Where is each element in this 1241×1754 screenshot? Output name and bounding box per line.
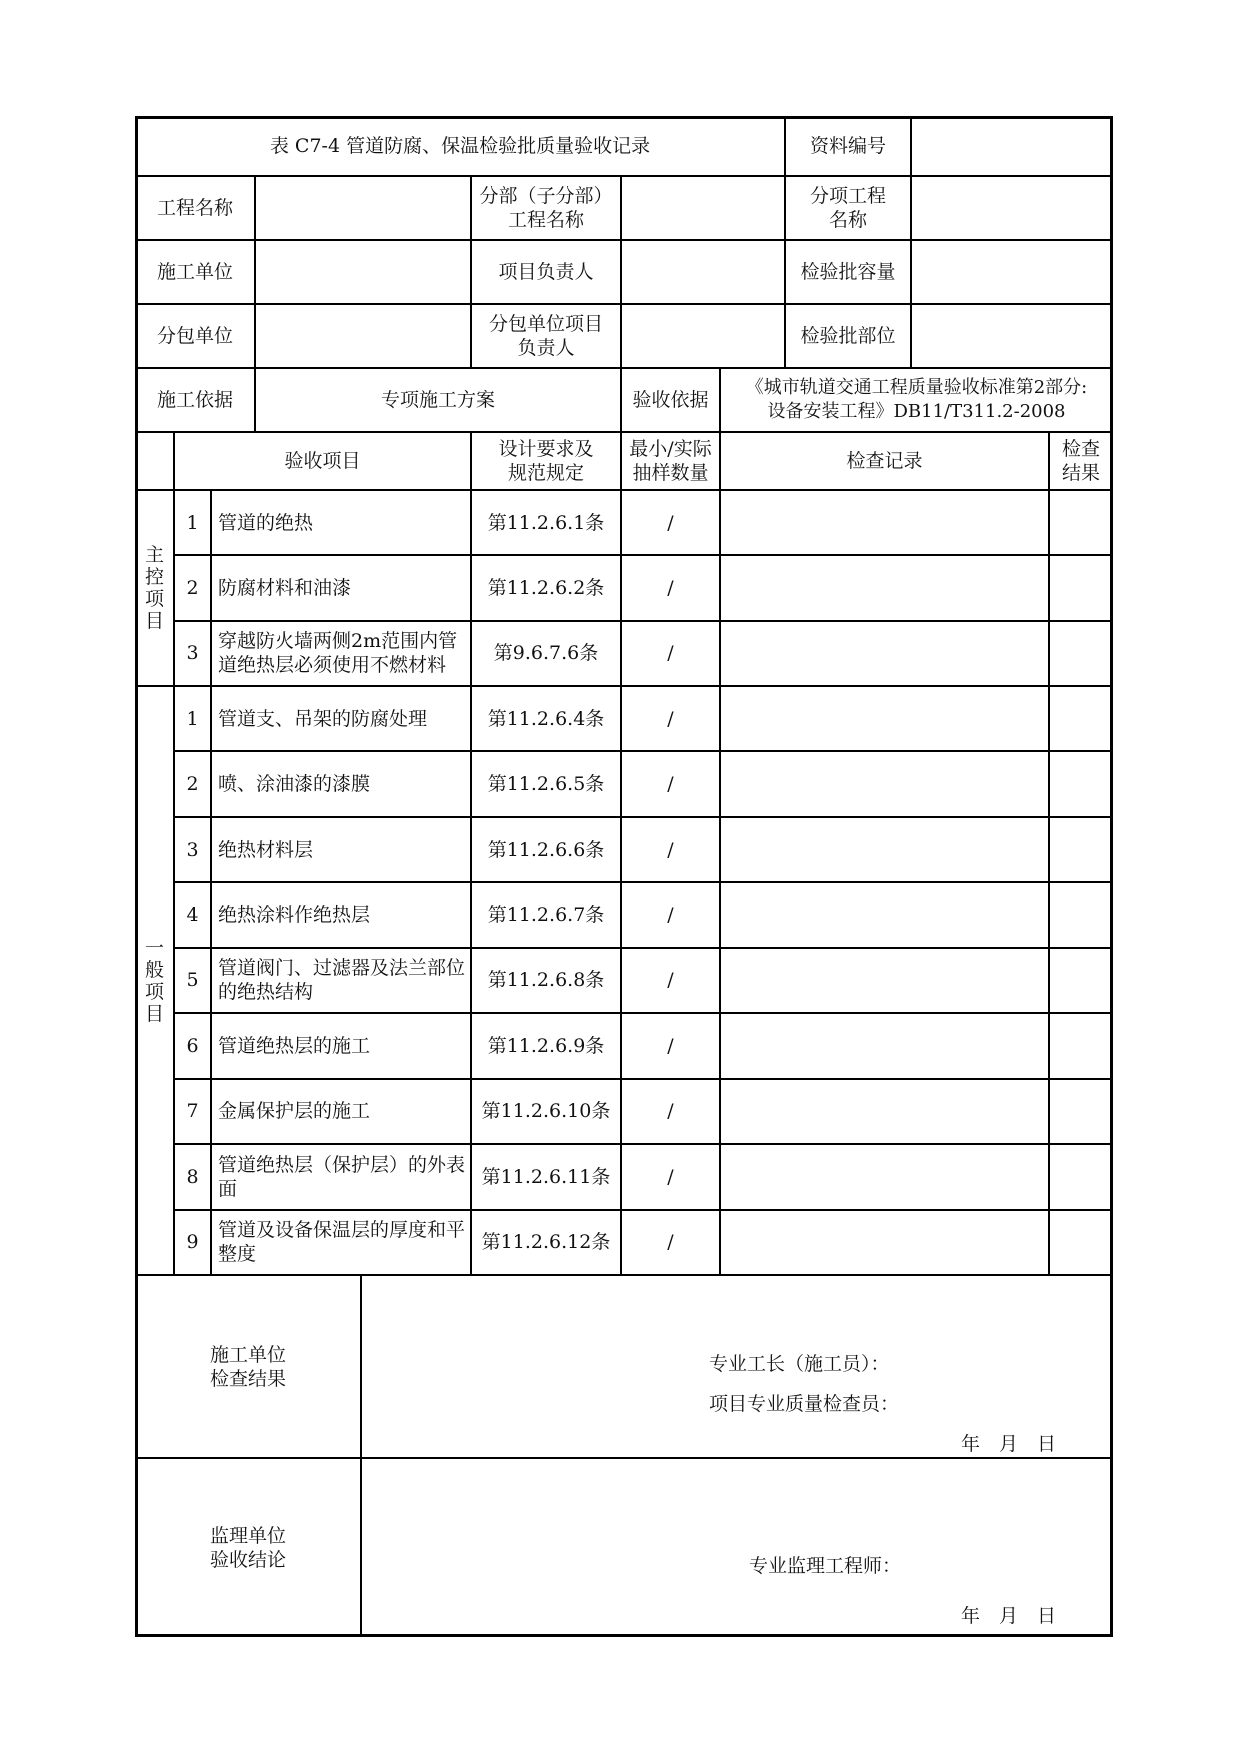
general-row-clause: 第11.2.6.10条 bbox=[471, 1079, 621, 1144]
general-row-sample: / bbox=[621, 817, 720, 882]
basis-label: 施工依据 bbox=[135, 368, 255, 432]
subdivision-label: 分部（子分部） 工程名称 bbox=[471, 176, 621, 240]
general-row-record[interactable] bbox=[720, 1144, 1049, 1209]
construction-unit-field[interactable] bbox=[255, 240, 471, 304]
main-row-no: 3 bbox=[174, 621, 211, 686]
main-row-clause: 第9.6.7.6条 bbox=[471, 621, 621, 686]
general-row-result[interactable] bbox=[1049, 1210, 1113, 1275]
general-row-result[interactable] bbox=[1049, 1144, 1113, 1209]
project-name-label: 工程名称 bbox=[135, 176, 255, 240]
main-row-no: 2 bbox=[174, 555, 211, 620]
project-name-field[interactable] bbox=[255, 176, 471, 240]
general-row-record[interactable] bbox=[720, 882, 1049, 947]
general-row-item: 绝热材料层 bbox=[211, 817, 471, 882]
project-leader-field[interactable] bbox=[621, 240, 785, 304]
general-row-clause: 第11.2.6.7条 bbox=[471, 882, 621, 947]
general-row-clause: 第11.2.6.12条 bbox=[471, 1210, 621, 1275]
doc-no-field[interactable] bbox=[911, 116, 1113, 176]
supervision-label: 监理单位 验收结论 bbox=[135, 1458, 361, 1637]
general-row-sample: / bbox=[621, 686, 720, 751]
general-row-result[interactable] bbox=[1049, 948, 1113, 1013]
col-item-header: 验收项目 bbox=[174, 432, 471, 490]
form-title: 表 C7-4 管道防腐、保温检验批质量验收记录 bbox=[135, 116, 785, 176]
supervision-date: 年 月 日 bbox=[961, 1605, 1057, 1627]
main-row-clause: 第11.2.6.1条 bbox=[471, 490, 621, 555]
main-row-item: 穿越防火墙两侧2m范围内管道绝热层必须使用不燃材料 bbox=[211, 621, 471, 686]
general-row-item: 管道绝热层的施工 bbox=[211, 1013, 471, 1078]
general-row-item: 管道绝热层（保护层）的外表面 bbox=[211, 1144, 471, 1209]
general-row-result[interactable] bbox=[1049, 1013, 1113, 1078]
main-control-label: 主控项目 bbox=[135, 490, 174, 686]
main-row-result[interactable] bbox=[1049, 555, 1113, 620]
main-row-record[interactable] bbox=[720, 621, 1049, 686]
general-row-no: 8 bbox=[174, 1144, 211, 1209]
general-row-sample: / bbox=[621, 1079, 720, 1144]
general-row-sample: / bbox=[621, 1013, 720, 1078]
batch-location-field[interactable] bbox=[911, 304, 1113, 368]
general-row-no: 7 bbox=[174, 1079, 211, 1144]
subcontract-unit-label: 分包单位 bbox=[135, 304, 255, 368]
general-row-sample: / bbox=[621, 751, 720, 816]
general-row-item: 金属保护层的施工 bbox=[211, 1079, 471, 1144]
general-row-sample: / bbox=[621, 1210, 720, 1275]
general-row-item: 管道阀门、过滤器及法兰部位的绝热结构 bbox=[211, 948, 471, 1013]
general-row-clause: 第11.2.6.9条 bbox=[471, 1013, 621, 1078]
subcontract-leader-label: 分包单位项目 负责人 bbox=[471, 304, 621, 368]
main-row-record[interactable] bbox=[720, 490, 1049, 555]
general-row-item: 绝热涂料作绝热层 bbox=[211, 882, 471, 947]
inspector-signature-label: 项目专业质量检查员： bbox=[709, 1393, 900, 1415]
acceptance-basis-value: 《城市轨道交通工程质量验收标准第2部分: 设备安装工程》DB11/T311.2-2008 bbox=[720, 368, 1113, 432]
general-row-record[interactable] bbox=[720, 1210, 1049, 1275]
general-row-no: 6 bbox=[174, 1013, 211, 1078]
general-row-no: 9 bbox=[174, 1210, 211, 1275]
general-row-no: 3 bbox=[174, 817, 211, 882]
main-row-result[interactable] bbox=[1049, 621, 1113, 686]
general-label: 一般项目 bbox=[135, 686, 174, 1275]
general-row-record[interactable] bbox=[720, 1013, 1049, 1078]
batch-capacity-label: 检验批容量 bbox=[785, 240, 911, 304]
main-row-item: 管道的绝热 bbox=[211, 490, 471, 555]
main-row-clause: 第11.2.6.2条 bbox=[471, 555, 621, 620]
col-sample-header: 最小/实际 抽样数量 bbox=[621, 432, 720, 490]
general-row-item: 管道支、吊架的防腐处理 bbox=[211, 686, 471, 751]
col-design-header: 设计要求及 规范规定 bbox=[471, 432, 621, 490]
doc-no-label: 资料编号 bbox=[785, 116, 911, 176]
general-row-item: 管道及设备保温层的厚度和平整度 bbox=[211, 1210, 471, 1275]
general-row-sample: / bbox=[621, 948, 720, 1013]
general-row-result[interactable] bbox=[1049, 882, 1113, 947]
construction-unit-label: 施工单位 bbox=[135, 240, 255, 304]
main-row-item: 防腐材料和油漆 bbox=[211, 555, 471, 620]
supervisor-signature-label: 专业监理工程师： bbox=[749, 1555, 902, 1577]
category-header-spacer bbox=[135, 432, 174, 490]
general-row-sample: / bbox=[621, 882, 720, 947]
main-row-sample: / bbox=[621, 621, 720, 686]
general-row-no: 2 bbox=[174, 751, 211, 816]
general-row-record[interactable] bbox=[720, 751, 1049, 816]
general-row-record[interactable] bbox=[720, 948, 1049, 1013]
sub-item-label: 分项工程 名称 bbox=[785, 176, 911, 240]
general-row-result[interactable] bbox=[1049, 751, 1113, 816]
general-row-item: 喷、涂油漆的漆膜 bbox=[211, 751, 471, 816]
general-row-record[interactable] bbox=[720, 1079, 1049, 1144]
col-result-header: 检查 结果 bbox=[1049, 432, 1113, 490]
main-row-no: 1 bbox=[174, 490, 211, 555]
general-row-sample: / bbox=[621, 1144, 720, 1209]
general-row-result[interactable] bbox=[1049, 817, 1113, 882]
general-row-result[interactable] bbox=[1049, 1079, 1113, 1144]
col-record-header: 检查记录 bbox=[720, 432, 1049, 490]
main-row-result[interactable] bbox=[1049, 490, 1113, 555]
general-row-clause: 第11.2.6.4条 bbox=[471, 686, 621, 751]
inspection-form bbox=[135, 116, 1113, 1637]
general-row-clause: 第11.2.6.11条 bbox=[471, 1144, 621, 1209]
general-row-no: 1 bbox=[174, 686, 211, 751]
sub-item-field[interactable] bbox=[911, 176, 1113, 240]
acceptance-basis-label: 验收依据 bbox=[621, 368, 720, 432]
general-row-clause: 第11.2.6.8条 bbox=[471, 948, 621, 1013]
general-row-no: 5 bbox=[174, 948, 211, 1013]
general-row-clause: 第11.2.6.6条 bbox=[471, 817, 621, 882]
general-row-clause: 第11.2.6.5条 bbox=[471, 751, 621, 816]
batch-location-label: 检验批部位 bbox=[785, 304, 911, 368]
batch-capacity-field[interactable] bbox=[911, 240, 1113, 304]
general-row-record[interactable] bbox=[720, 817, 1049, 882]
foreman-signature-label: 专业工长（施工员）： bbox=[709, 1353, 890, 1375]
general-row-no: 4 bbox=[174, 882, 211, 947]
main-row-sample: / bbox=[621, 490, 720, 555]
main-row-record[interactable] bbox=[720, 555, 1049, 620]
main-row-sample: / bbox=[621, 555, 720, 620]
general-row-record[interactable] bbox=[720, 686, 1049, 751]
project-leader-label: 项目负责人 bbox=[471, 240, 621, 304]
subcontract-unit-field[interactable] bbox=[255, 304, 471, 368]
subcontract-leader-field[interactable] bbox=[621, 304, 785, 368]
construction-check-label: 施工单位 检查结果 bbox=[135, 1275, 361, 1458]
general-row-result[interactable] bbox=[1049, 686, 1113, 751]
construction-date: 年 月 日 bbox=[961, 1433, 1057, 1455]
subdivision-field[interactable] bbox=[621, 176, 785, 240]
basis-value: 专项施工方案 bbox=[255, 368, 621, 432]
